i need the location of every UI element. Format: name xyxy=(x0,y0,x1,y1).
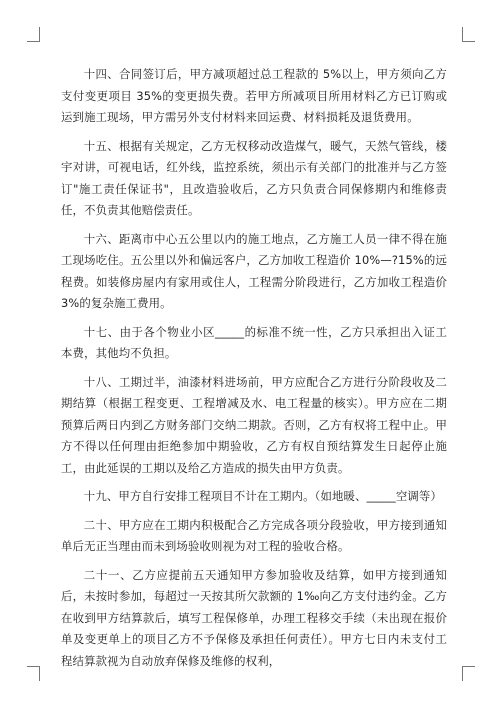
crop-mark-top-right xyxy=(462,27,475,42)
clause-18: 十八、工期过半，油漆材料进场前，甲方应配合乙方进行分阶段收及二期结算（根据工程变更、工程增减及水、电工程量的核实）。甲方应在二期预算后两日内到乙方财务部门交纳二期款。否则，乙方有权将工程中止。甲方不得以任何理由拒绝参加中期验收，乙方有权自预结算发生日起停止施工，由此延误的工期以及给乙方造成的损失由甲方负责。 xyxy=(61,374,447,475)
clause-19: 十九、甲方自行安排工程项目不计在工期内。（如地暖、_____空调等） xyxy=(83,489,443,503)
document-body xyxy=(61,64,451,679)
clause-17: 十七、由于各个物业小区_____的标准不统一性，乙方只承担出入证工本费，其他均不负担。 xyxy=(61,324,447,360)
clause-21: 二十一、乙方应提前五天通知甲方参加验收及结算，如甲方接到通知后，未按时参加，每超过一天按其所欠款额的 1‰向乙方支付违约金。乙方在收到甲方结算款后，填写工程保修单，办理工程移交手续（未出现在报价单及变更单上的项目乙方不予保修及承担任何责任）。甲方七日内未支付工程结算款视为自动放弃保修及维修的权利， xyxy=(61,567,447,668)
clause-14: 十四、合同签订后，甲方减项超过总工程款的 5%以上，甲方须向乙方支付变更项目 35%的变更损失费。若甲方所减项目所用材料乙方已订购或运到施工现场，甲方需另外支付材料来回运费、材料损耗及退货费用。 xyxy=(61,67,447,124)
crop-mark-bottom-right xyxy=(462,666,475,681)
clause-16: 十六、距离市中心五公里以内的施工地点，乙方施工人员一律不得在施工现场吃住。五公里以外和偏远客户，乙方加收工程造价 10%—?15%的远程费。如装修房屋内有家用或住人，工程需分阶段进行，乙方加收工程造价 3%的复杂施工费用。 xyxy=(61,231,451,310)
crop-mark-top-left xyxy=(27,27,40,42)
clause-20: 二十、甲方应在工期内积极配合乙方完成各项分段验收，甲方接到通知单后无正当理由而未到场验收则视为对工程的验收合格。 xyxy=(61,517,447,553)
clause-15: 十五、根据有关规定，乙方无权移动改造煤气，暖气，天然气管线，楼宇对讲，可视电话，红外线，监控系统，须出示有关部门的批准并与乙方签订"施工责任保证书"，且改造验收后，乙方只负责合同保修期内和维修责任，不负责其他赔偿责任。 xyxy=(61,138,447,217)
crop-mark-bottom-left xyxy=(27,666,40,681)
